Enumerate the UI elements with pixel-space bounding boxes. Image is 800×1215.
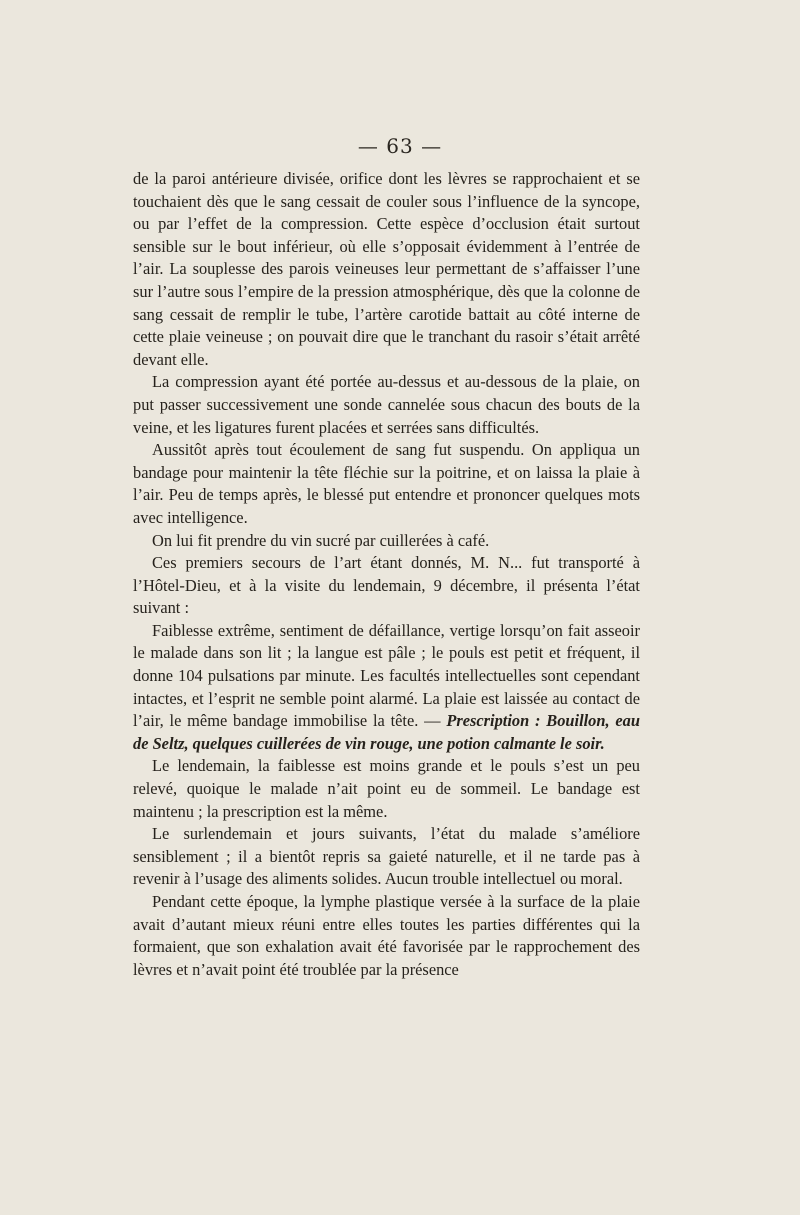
paragraph-7: Le lendemain, la faiblesse est moins grande et le pouls s’est un peu relevé, quoique le malade n’ait point eu de sommeil. Le bandage est maintenu ; la prescription est la même.	[133, 756, 640, 821]
body-text	[133, 168, 640, 981]
paragraph-1: de la paroi antérieure divisée, orifice dont les lèvres se rapprochaient et se touchaient dès que le sang cessait de couler sous l’influence de la syncope, ou par l’effet de la compression. Cette espèce d’occlusion était surtout sensible sur le bout inférieur, où elle s’opposait évidemment à l’entrée de l’air. La souplesse des parois veineuses leur permettant de s’affaisser l’une sur l’autre sous l’empire de la pression atmosphérique, dès que la colonne de sang cessait de remplir le tube, l’artère carotide battait au côté interne de cette plaie veineuse ; on pouvait dire que le tranchant du rasoir s’était arrêté devant elle.	[133, 169, 640, 369]
paragraph-4: On lui fit prendre du vin sucré par cuillerées à café.	[152, 530, 490, 550]
paragraph-2: La compression ayant été portée au-dessus et au-dessous de la plaie, on put passer successivement une sonde cannelée sous chacun des bouts de la veine, et les ligatures furent placées et serrées sans difficultés.	[133, 372, 640, 437]
paragraph-3: Aussitôt après tout écoulement de sang fut suspendu. On appliqua un bandage pour maintenir la tête fléchie sur la poitrine, et on laissa la plaie à l’air. Peu de temps après, le blessé put entendre et prononcer quelques mots avec intelligence.	[133, 440, 640, 527]
paragraph-6-text: Faiblesse extrême, sentiment de défaillance, vertige lorsqu’on fait asseoir le malade dans son lit ; la langue est pâle ; le pouls est petit et fréquent, il donne 104 pulsations par minute. Les facultés intellectuelles sont cependant intactes, et l’esprit ne semble point alarmé. La plaie est laissée au contact de l’air, le même bandage immobilise la tête. —	[133, 620, 640, 731]
prescription-text: Prescription : Bouillon, eau de Seltz, quelques cuillerées de vin rouge, une potion calmante le soir.	[133, 711, 640, 753]
page-number: — 63 —	[357, 134, 443, 158]
paragraph-6	[133, 620, 640, 756]
paragraph-8: Le surlendemain et jours suivants, l’état du malade s’améliore sensiblement ; il a bientôt repris sa gaieté naturelle, et il ne tarde pas à revenir à l’usage des aliments solides. Aucun trouble intellectuel ou moral.	[133, 824, 640, 889]
paragraph-5: Ces premiers secours de l’art étant donnés, M. N... fut transporté à l’Hôtel-Dieu, et à la visite du lendemain, 9 décembre, il présenta l’état suivant :	[133, 553, 640, 618]
paragraph-9: Pendant cette époque, la lymphe plastique versée à la surface de la plaie avait d’autant mieux réuni entre elles toutes les parties différentes qui la formaient, que son exhalation avait été favorisée par le rapprochement des lèvres et n’avait point été troublée par la présence	[133, 892, 640, 979]
